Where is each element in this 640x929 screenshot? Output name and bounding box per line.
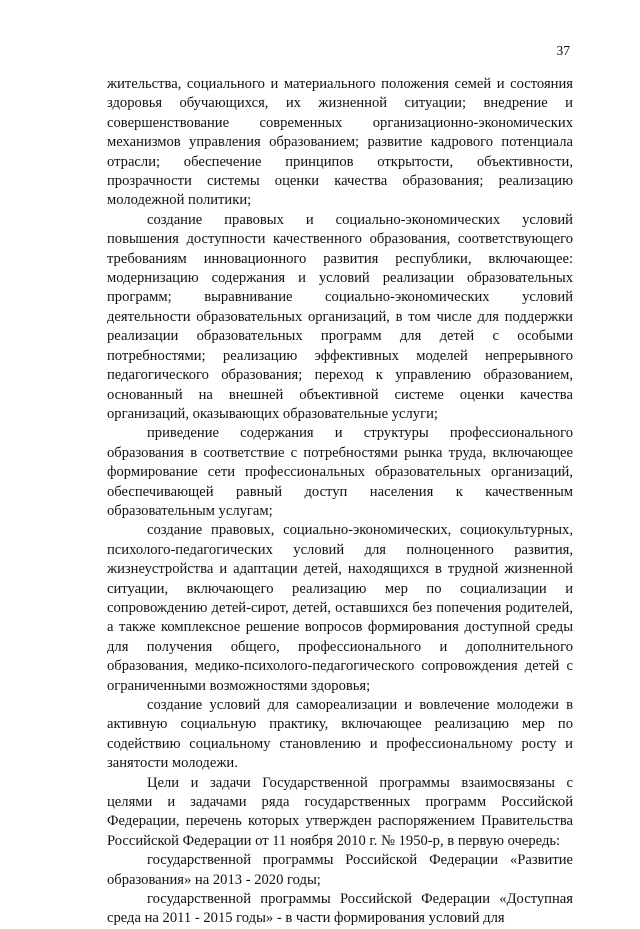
page-number: 37 <box>556 43 570 58</box>
paragraph-6: Цели и задачи Государственной программы взаимосвязаны с целями и задачами ряда государственных программ Российской Федерации, перечень которых утвержден распоряжением Правительства Российской Федерации от 11 ноября 2010 г. № 1950-р, в первую очередь: <box>107 774 573 849</box>
body-text <box>107 75 573 929</box>
paragraph-5: создание условий для самореализации и вовлечение молодежи в активную социальную практику, включающее реализацию мер по содействию социальному становлению и профессиональному росту и занятости молодежи. <box>107 697 573 772</box>
paragraph-2: создание правовых и социально-экономических условий повышения доступности качественного образования, соответствующего требованиям инновационного развития республики, включающее: модернизацию содержания и условий реализации образовательных программ; выравнивание социально-экономических условий деятельности образовательных организаций, в том числе для поддержки реализации образовательных программ для детей с особыми потребностями; реализацию эффективных моделей непрерывного педагогического образования; переход к управлению образованием, основанный на внешней объективной системе оценки качества организаций, оказывающих образовательные услуги; <box>107 211 573 422</box>
paragraph-4: создание правовых, социально-экономических, социокультурных, психолого-педагогических условий для полноценного развития, жизнеустройства и адаптации детей, находящихся в трудной жизненной ситуации, включающего реализацию мер по социализации и сопровождению детей-сирот, детей, оставшихся без попечения родителей, а также комплексное решение вопросов формирования доступной среды для получения общего, профессионального и дополнительного образования, медико-психолого-педагогического сопровождения детей с ограниченными возможностями здоровья; <box>107 522 573 694</box>
paragraph-7: государственной программы Российской Федерации «Развитие образования» на 2013 - 2020 годы; <box>107 852 573 888</box>
paragraph-8: государственной программы Российской Федерации «Доступная среда на 2011 - 2015 годы» - в части формирования условий для <box>107 891 573 927</box>
paragraph-3: приведение содержания и структуры профессионального образования в соответствие с потребностями рынка труда, включающее формирование сети профессиональных образовательных организаций, обеспечивающей равный доступ населения к качественным образовательным услугам; <box>107 425 573 519</box>
paragraph-1: жительства, социального и материального положения семей и состояния здоровья обучающихся, их жизненной ситуации; внедрение и совершенствование современных организационно-экономических механизмов управления образованием; развитие кадрового потенциала отрасли; обеспечение принципов открытости, объективности, прозрачности системы оценки качества образования; реализацию молодежной политики; <box>107 76 573 209</box>
